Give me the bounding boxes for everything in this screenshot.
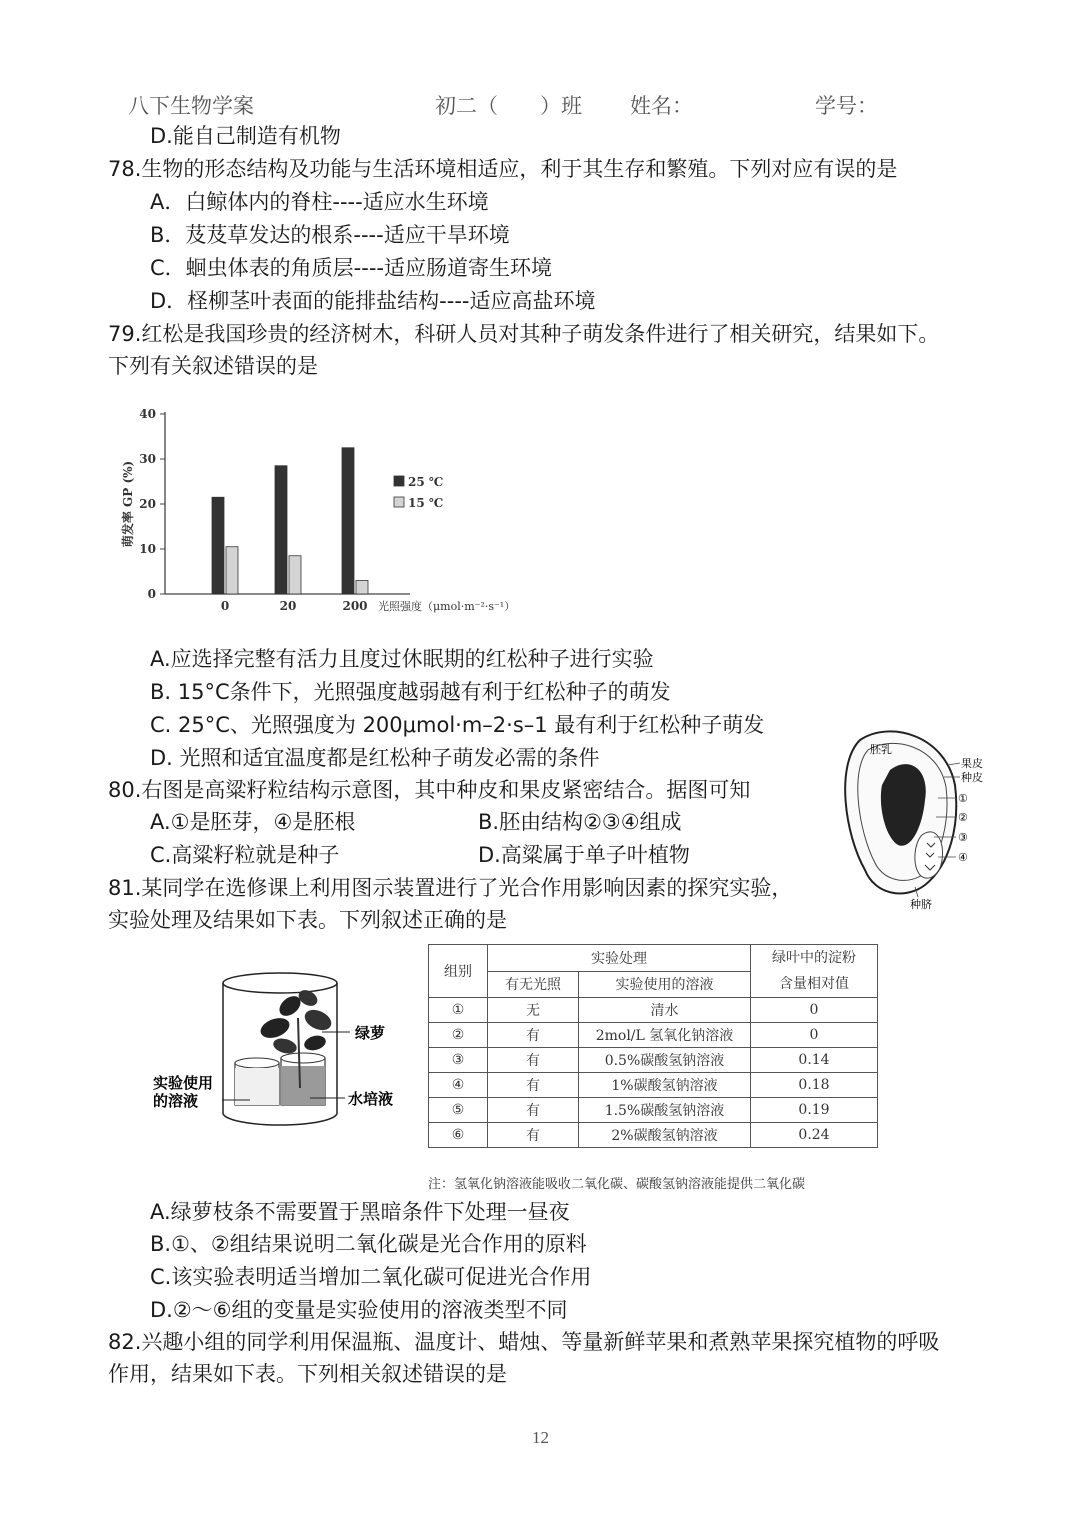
header-class: 初二（ ）班 — [435, 94, 582, 118]
y-tick-label: 30 — [139, 452, 156, 466]
q78-option-b: B．芨芨草发达的根系----适应干旱环境 — [150, 223, 510, 247]
q82-stem-line1: 82.兴趣小组的同学利用保温瓶、温度计、蜡烛、等量新鲜苹果和煮熟苹果探究植物的呼吸 — [108, 1330, 940, 1354]
cell-value: 0.19 — [751, 1098, 878, 1123]
y-tick-label: 40 — [139, 407, 156, 421]
cell-value: 0.14 — [751, 1048, 878, 1073]
legend-label: 25 ℃ — [408, 475, 444, 489]
cell-value: 0.24 — [751, 1123, 878, 1148]
cell-solution: 0.5%碳酸氢钠溶液 — [579, 1048, 751, 1073]
cell-light: 有 — [488, 1023, 579, 1048]
q81-option-d: D.②～⑥组的变量是实验使用的溶液类型不同 — [150, 1298, 568, 1322]
cell-value: 0 — [751, 1023, 878, 1048]
cell-solution: 清水 — [579, 998, 751, 1023]
q79-option-d: D. 光照和适宜温度都是红松种子萌发必需的条件 — [150, 746, 600, 770]
q79-stem-line1: 79.红松是我国珍贵的经济树木，科研人员对其种子萌发条件进行了相关研究，结果如下。 — [108, 322, 940, 346]
label-n3: ③ — [958, 831, 968, 844]
q81-option-a: A.绿萝枝条不需要置于黑暗条件下处理一昼夜 — [150, 1200, 570, 1224]
x-tick-label: 20 — [279, 599, 297, 613]
label-solution-line1: 实验使用 — [153, 1074, 214, 1092]
cell-light: 有 — [488, 1073, 579, 1098]
q81-option-c: C.该实验表明适当增加二氧化碳可促进光合作用 — [150, 1265, 592, 1289]
y-tick-label: 0 — [147, 587, 156, 601]
x-tick-label: 0 — [220, 599, 230, 613]
header-id: 学号： — [815, 94, 878, 118]
bar-25c-200 — [342, 448, 354, 594]
th-light: 有无光照 — [488, 971, 579, 998]
page-number: 12 — [532, 1428, 549, 1447]
label-seed-coat: 种皮 — [961, 771, 983, 784]
q80-stem: 80.右图是高粱籽粒结构示意图，其中种皮和果皮紧密结合。据图可知 — [108, 778, 751, 802]
bar-15c-200 — [356, 581, 368, 595]
cell-solution: 2mol/L 氢氧化钠溶液 — [579, 1023, 751, 1048]
cell-solution: 1.5%碳酸氢钠溶液 — [579, 1098, 751, 1123]
q80-option-c: C.高粱籽粒就是种子 — [150, 843, 340, 867]
th-starch-line2: 含量相对值 — [779, 976, 849, 992]
label-solution-line2: 的溶液 — [153, 1092, 199, 1110]
q78-option-d: D．柽柳茎叶表面的能排盐结构----适应高盐环境 — [150, 289, 596, 313]
legend-swatch — [394, 497, 404, 507]
table-row — [429, 1073, 878, 1098]
header-name: 姓名： — [630, 94, 693, 118]
q79-stem-line2: 下列有关叙述错误的是 — [108, 354, 318, 378]
legend-swatch — [394, 476, 404, 486]
experiment-table — [428, 944, 878, 1148]
y-tick-label: 10 — [139, 542, 156, 556]
q78-stem: 78.生物的形态结构及功能与生活环境相适应，利于其生存和繁殖。下列对应有误的是 — [108, 157, 898, 181]
cell-solution: 1%碳酸氢钠溶液 — [579, 1073, 751, 1098]
y-axis-label: 萌发率 GP (%) — [121, 460, 135, 548]
cell-solution: 2%碳酸氢钠溶液 — [579, 1123, 751, 1148]
label-n4: ④ — [958, 851, 968, 864]
label-endosperm: 胚乳 — [870, 743, 892, 756]
bar-25c-0 — [212, 497, 224, 594]
cell-light: 无 — [488, 998, 579, 1023]
bar-15c-0 — [226, 547, 238, 594]
cell-group: ② — [429, 1023, 488, 1048]
q79-option-c: C. 25°C、光照强度为 200μmol·m–2·s–1 最有利于红松种子萌发 — [150, 713, 765, 737]
label-culture: 水培液 — [348, 1090, 394, 1108]
q78-option-c: C．蛔虫体表的角质层----适应肠道寄生环境 — [150, 256, 552, 280]
sorghum-grain-diagram — [830, 725, 990, 910]
germination-bar-chart — [110, 400, 560, 625]
th-solution: 实验使用的溶液 — [579, 971, 751, 998]
cell-light: 有 — [488, 1123, 579, 1148]
legend-label: 15 ℃ — [408, 496, 444, 510]
y-tick-label: 20 — [139, 497, 156, 511]
q79-option-b: B. 15°C条件下，光照强度越弱越有利于红松种子的萌发 — [150, 680, 671, 704]
cell-group: ⑤ — [429, 1098, 488, 1123]
bar-25c-20 — [275, 466, 287, 594]
q81-stem-line1: 81.某同学在选修课上利用图示装置进行了光合作用影响因素的探究实验， — [108, 876, 793, 900]
q80-option-d: D.高粱属于单子叶植物 — [478, 843, 690, 867]
label-n2: ② — [958, 811, 968, 824]
table-note: 注：氢氧化钠溶液能吸收二氧化碳、碳酸氢钠溶液能提供二氧化碳 — [428, 1177, 806, 1192]
q82-stem-line2: 作用，结果如下表。下列相关叙述错误的是 — [108, 1362, 507, 1386]
x-tick-label: 200 — [342, 599, 368, 613]
q80-option-b: B.胚由结构②③④组成 — [478, 810, 682, 834]
cell-group: ④ — [429, 1073, 488, 1098]
th-treatment: 实验处理 — [488, 945, 751, 972]
th-group: 组别 — [429, 945, 488, 998]
cell-group: ⑥ — [429, 1123, 488, 1148]
q80-option-a: A.①是胚芽，④是胚根 — [150, 810, 356, 834]
table-row — [429, 1098, 878, 1123]
table-row — [429, 1048, 878, 1073]
label-pericarp: 果皮 — [961, 757, 983, 770]
table-row — [429, 1123, 878, 1148]
cell-light: 有 — [488, 1098, 579, 1123]
q78-option-a: A．白鲸体内的脊柱----适应水生环境 — [150, 190, 489, 214]
q81-option-b: B.①、②组结果说明二氧化碳是光合作用的原料 — [150, 1232, 587, 1256]
label-n1: ① — [958, 792, 968, 805]
th-starch — [751, 945, 878, 998]
q77-option-d: D.能自己制造有机物 — [150, 124, 341, 148]
label-hilum: 种脐 — [910, 898, 932, 910]
table-row — [429, 998, 878, 1023]
cell-group: ① — [429, 998, 488, 1023]
bar-15c-20 — [289, 556, 301, 594]
cell-light: 有 — [488, 1048, 579, 1073]
x-axis-label: 光照强度（μmol·m⁻²·s⁻¹） — [378, 600, 516, 613]
cell-value: 0.18 — [751, 1073, 878, 1098]
header-title: 八下生物学案 — [128, 94, 254, 118]
cell-value: 0 — [751, 998, 878, 1023]
table-row — [429, 1023, 878, 1048]
cell-group: ③ — [429, 1048, 488, 1073]
photosynthesis-apparatus — [150, 958, 420, 1138]
q79-option-a: A.应选择完整有活力且度过休眠期的红松种子进行实验 — [150, 647, 654, 671]
q81-stem-line2: 实验处理及结果如下表。下列叙述正确的是 — [108, 908, 507, 932]
th-starch-line1: 绿叶中的淀粉 — [772, 950, 856, 966]
label-plant: 绿萝 — [355, 1024, 386, 1042]
